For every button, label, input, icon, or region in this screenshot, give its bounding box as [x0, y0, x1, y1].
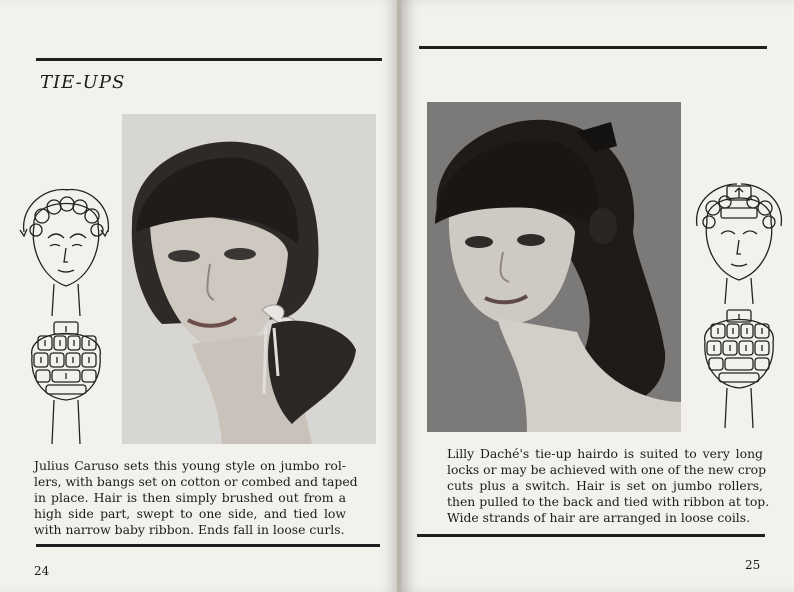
- caption: [34, 458, 358, 538]
- caption-line: then pulled to the back and tied with ribbon at top.: [447, 494, 770, 509]
- right-page: [401, 0, 794, 592]
- caption-line: with narrow baby ribbon. Ends fall in loose curls.: [34, 522, 345, 537]
- caption-line: high side part, swept to one side, and tied low: [34, 506, 346, 521]
- caption-line: in place. Hair is then simply brushed out from a: [34, 490, 346, 505]
- roller-setting-diagram-icon: [16, 186, 116, 448]
- caption-line: locks or may be achieved with one of the new crop: [447, 462, 767, 477]
- caption-line: lers, with bangs set on cotton or combed and taped: [34, 474, 358, 489]
- bottom-rule: [36, 544, 380, 547]
- portrait-photo-icon: [122, 114, 376, 444]
- page-number: 24: [34, 564, 50, 578]
- portrait-photo-icon: [427, 102, 681, 432]
- caption-line: Julius Caruso sets this young style on jumbo rol-: [34, 458, 346, 473]
- top-rule: [36, 58, 382, 61]
- caption-line: Lilly Daché's tie-up hairdo is suited to very long: [447, 446, 763, 461]
- bottom-rule: [417, 534, 765, 537]
- caption-line: Wide strands of hair are arranged in loose coils.: [447, 510, 751, 525]
- caption-line: cuts plus a switch. Hair is set on jumbo rollers,: [447, 478, 763, 493]
- roller-setting-diagram-icon: [691, 180, 789, 432]
- page-title: TIE-UPS: [40, 72, 126, 93]
- caption: [447, 446, 770, 526]
- page-number: 25: [745, 558, 761, 572]
- top-rule: [419, 46, 767, 49]
